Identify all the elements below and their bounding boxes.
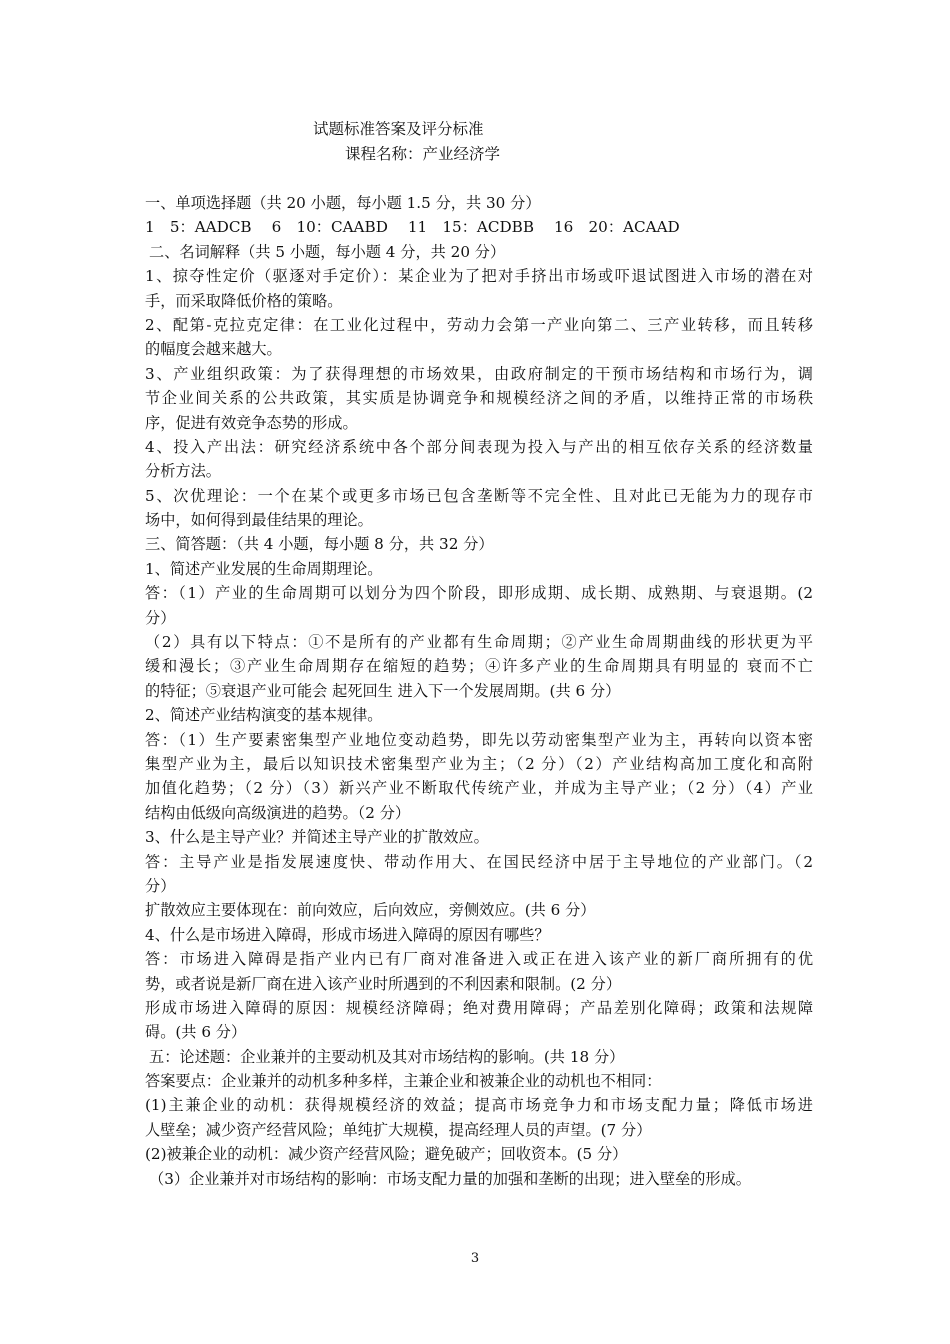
text-line: 结构由低级向高级演进的趋势。（2 分） xyxy=(145,803,411,822)
text-line: 分） xyxy=(145,608,176,627)
text-line: 2、简述产业结构演变的基本规律。 xyxy=(145,706,383,725)
text-line: （2）具有以下特点：①不是所有的产业都有生命周期；②产业生命周期曲线的形状更为平 xyxy=(145,633,813,652)
text-line: (2)被兼企业的动机：减少资产经营风险；避免破产；回收资本。(5 分） xyxy=(145,1145,628,1164)
text-line: 3、产业组织政策：为了获得理想的市场效果，由政府制定的干预市场结构和市场行为，调 xyxy=(145,364,813,383)
text-line: 三、简答题：（共 4 小题，每小题 8 分，共 32 分） xyxy=(145,535,494,554)
text-line: 节企业间关系的公共政策，其实质是协调竞争和规模经济之间的矛盾，以维持正常的市场秩 xyxy=(145,389,813,408)
text-line: 4、什么是市场进入障碍，形成市场进入障碍的原因有哪些？ xyxy=(145,925,550,944)
text-line: 加值化趋势；（2 分）（3）新兴产业不断取代传统产业，并成为主导产业；（2 分）（4）产业 xyxy=(145,779,813,798)
text-line: 分） xyxy=(145,876,176,895)
text-line: 手，而采取降低价格的策略。 xyxy=(145,291,343,310)
text-line: 2、配第-克拉克定律：在工业化过程中，劳动力会第一产业向第二、三产业转移，而且转移 xyxy=(145,315,813,334)
text-line: 1、掠夺性定价（驱逐对手定价）：某企业为了把对手挤出市场或吓退试图进入市场的潜在对 xyxy=(145,267,813,286)
page-number: 3 xyxy=(470,1251,480,1266)
document-title: 试题标准答案及评分标准 xyxy=(313,120,484,138)
text-line: 人壁垒；减少资产经营风险；单纯扩大规模，提高经理人员的声望。(7 分） xyxy=(145,1120,652,1139)
text-line: 二、名词解释（共 5 小题，每小题 4 分，共 20 分） xyxy=(149,242,506,261)
text-line: 扩散效应主要体现在：前向效应，后向效应，旁侧效应。(共 6 分） xyxy=(145,901,596,920)
document-header xyxy=(0,117,950,167)
text-line: 答：（1）生产要素密集型产业地位变动趋势，即先以劳动密集型产业为主，再转向以资本密 xyxy=(145,730,813,749)
document-body xyxy=(145,191,813,1191)
text-line: 答：主导产业是指发展速度快、带动作用大、在国民经济中居于主导地位的产业部门。（2 xyxy=(145,852,813,871)
text-line: 的特征；⑤衰退产业可能会 起死回生 进入下一个发展周期。(共 6 分） xyxy=(145,681,621,700)
text-line: 场中，如何得到最佳结果的理论。 xyxy=(145,511,373,530)
text-line: 的幅度会越来越大。 xyxy=(145,340,282,359)
text-line: 答：市场进入障碍是指产业内已有厂商对准备进入或正在进入该产业的新厂商所拥有的优 xyxy=(145,950,813,969)
text-line: 五：论述题：企业兼并的主要动机及其对市场结构的影响。(共 18 分） xyxy=(149,1047,625,1066)
text-line: 5、次优理论：一个在某个或更多市场已包含垄断等不完全性、且对此已无能为力的现存市 xyxy=(145,486,813,505)
text-line: 分析方法。 xyxy=(145,462,221,481)
text-line: 1、简述产业发展的生命周期理论。 xyxy=(145,559,383,578)
text-line: 答案要点：企业兼并的动机多种多样，主兼企业和被兼企业的动机也不相同： xyxy=(145,1072,662,1091)
text-line: 1 5：AADCB 6 10：CAABD 11 15：ACDBB 16 20：ACAAD xyxy=(145,218,680,237)
text-line: 形成市场进入障碍的原因：规模经济障碍；绝对费用障碍；产品差别化障碍；政策和法规障 xyxy=(145,998,813,1017)
text-line: 3、什么是主导产业？并简述主导产业的扩散效应。 xyxy=(145,828,489,847)
text-line: (1)主兼企业的动机：获得规模经济的效益；提高市场竞争力和市场支配力量；降低市场进 xyxy=(145,1096,813,1115)
text-line: 4、投入产出法：研究经济系统中各个部分间表现为投入与产出的相互依存关系的经济数量 xyxy=(145,437,813,456)
text-line: 序，促进有效竞争态势的形成。 xyxy=(145,413,358,432)
text-line: 集型产业为主，最后以知识技术密集型产业为主；（2 分）（2）产业结构高加工度化和高附 xyxy=(145,754,813,773)
course-name: 课程名称：产业经济学 xyxy=(345,145,501,163)
text-line: 碍。(共 6 分） xyxy=(145,1023,247,1042)
text-line: 缓和漫长；③产业生命周期存在缩短的趋势；④许多产业的生命周期具有明显的 衰而不亡 xyxy=(145,657,813,676)
text-line: 势，或者说是新厂商在进入该产业时所遇到的不利因素和限制。(2 分） xyxy=(145,974,622,993)
text-line: 一、单项选择题（共 20 小题，每小题 1.5 分，共 30 分） xyxy=(145,194,541,212)
text-line: （3）企业兼并对市场结构的影响：市场支配力量的加强和垄断的出现；进入壁垒的形成。 xyxy=(149,1169,751,1188)
text-line: 答：（1）产业的生命周期可以划分为四个阶段，即形成期、成长期、成熟期、与衰退期。(2 xyxy=(145,584,813,603)
